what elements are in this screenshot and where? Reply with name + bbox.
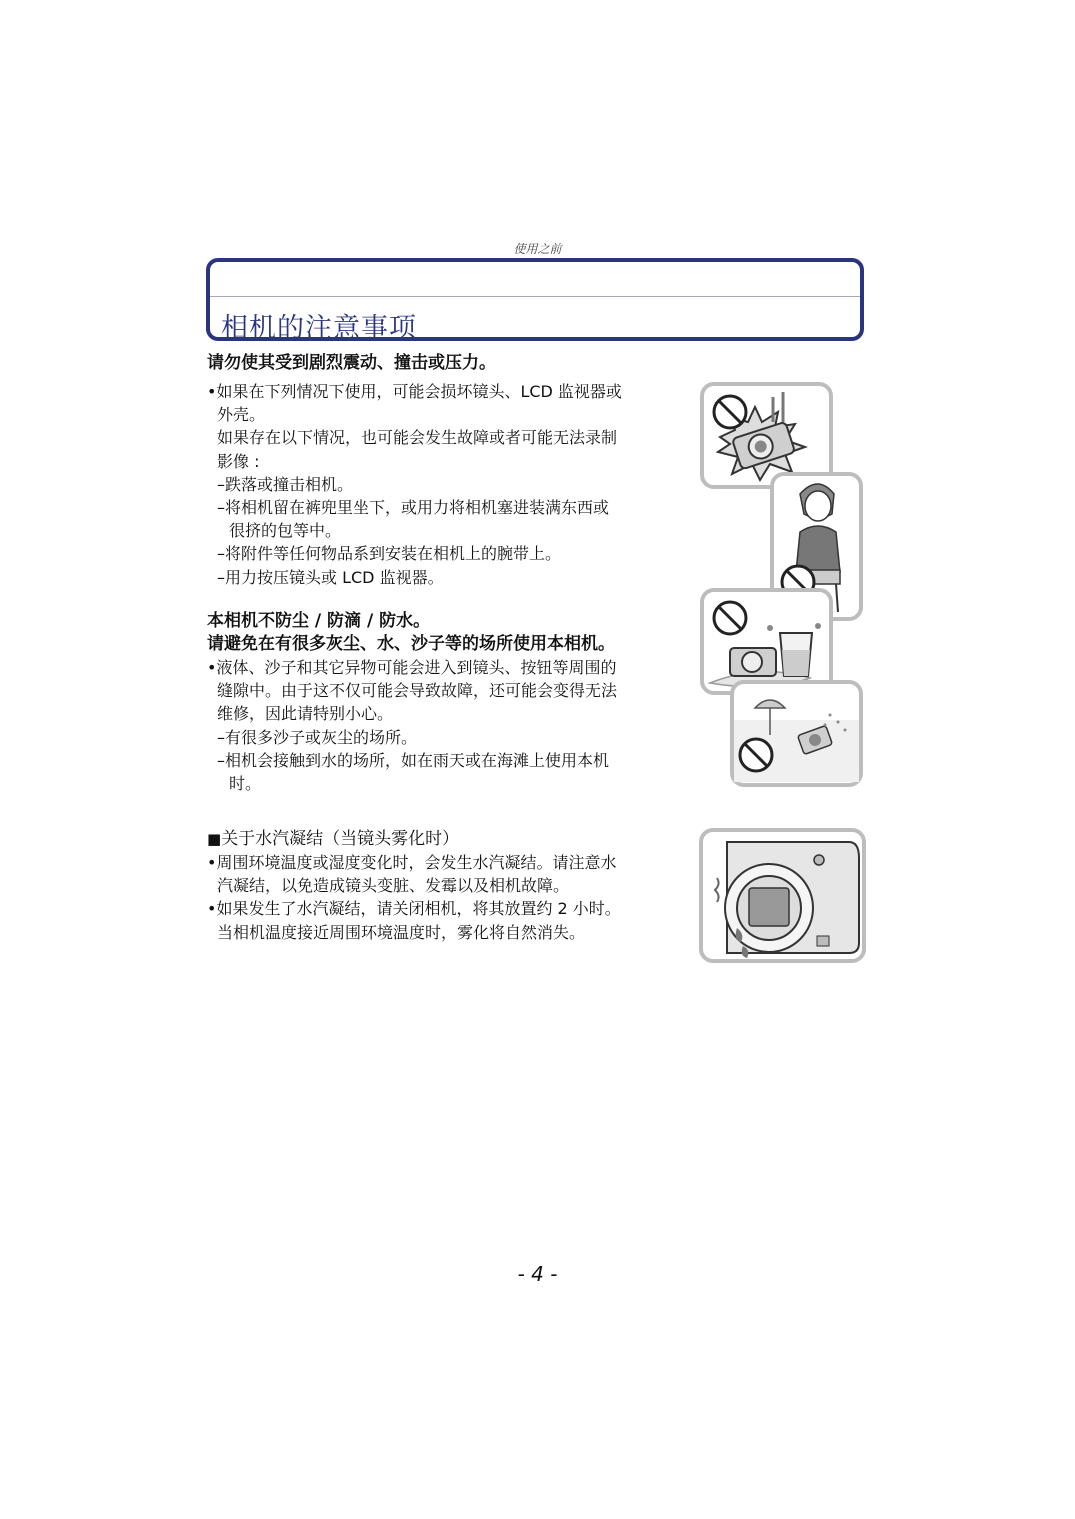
text-line: 如果存在以下情况，也可能会发生故障或者可能无法录制: [217, 428, 618, 448]
prohibited-icon: [740, 739, 772, 771]
text-line: –将附件等任何物品系到安装在相机上的腕带上。: [217, 544, 562, 564]
camera-icon: [730, 648, 776, 676]
prohibited-icon: [714, 602, 746, 634]
running-head: 使用之前: [513, 242, 562, 256]
text-line: –相机会接触到水的场所，如在雨天或在海滩上使用本机: [217, 750, 610, 770]
text-line: 外壳。: [217, 405, 266, 425]
section-heading: 请勿使其受到剧烈震动、撞击或压力。: [207, 353, 496, 373]
text-line: 很挤的包等中。: [229, 521, 342, 541]
text-line: –有很多沙子或灰尘的场所。: [217, 727, 418, 747]
prohibited-icon: [714, 396, 746, 428]
section-condensation: [207, 828, 687, 944]
section-shock: [207, 352, 687, 589]
text-line: 缝隙中。由于这不仅可能会导致故障，还可能会变得无法: [217, 681, 618, 701]
beach-illustration: [730, 680, 864, 788]
text-line: 汽凝结，以免造成镜头变脏、发霉以及相机故障。: [217, 876, 570, 896]
section-heading-text: 关于水汽凝结（当镜头雾化时）: [221, 829, 460, 849]
section-heading: 本相机不防尘 / 防滴 / 防水。: [207, 611, 431, 631]
text-line: –用力按压镜头或 LCD 监视器。: [217, 567, 444, 587]
text-line: •液体、沙子和其它异物可能会进入到镜头、按钮等周围的: [207, 658, 617, 677]
camera-icon: [725, 842, 859, 953]
text-line: 当相机温度接近周围环境温度时，雾化将自然消失。: [217, 922, 586, 942]
section-dust-water: [207, 610, 687, 795]
square-marker: ■: [207, 830, 222, 848]
text-line: –将相机留在裤兜里坐下，或用力将相机塞进装满东西或: [217, 498, 610, 518]
text-line: •周围环境温度或湿度变化时，会发生水汽凝结。请注意水: [207, 853, 617, 872]
text-line: •如果在下列情况下使用，可能会损坏镜头、LCD 监视器或: [207, 382, 622, 401]
title-divider: [210, 296, 860, 297]
text-line: 影像 :: [217, 451, 260, 471]
text-line: –跌落或撞击相机。: [217, 474, 354, 494]
section-heading: [207, 828, 687, 851]
condensation-illustration: [699, 828, 867, 964]
section-heading: 请避免在有很多灰尘、水、沙子等的场所使用本相机。: [207, 634, 615, 654]
text-line: •如果发生了水汽凝结，请关闭相机，将其放置约 2 小时。: [207, 899, 621, 919]
title-box: [206, 258, 864, 344]
page-title: 相机的注意事项: [221, 313, 417, 344]
text-line: 维修，因此请特别小心。: [217, 704, 394, 724]
text-line: 时。: [229, 774, 262, 794]
page-number: - 4 -: [517, 1262, 558, 1286]
water-glass-icon: [780, 633, 812, 676]
